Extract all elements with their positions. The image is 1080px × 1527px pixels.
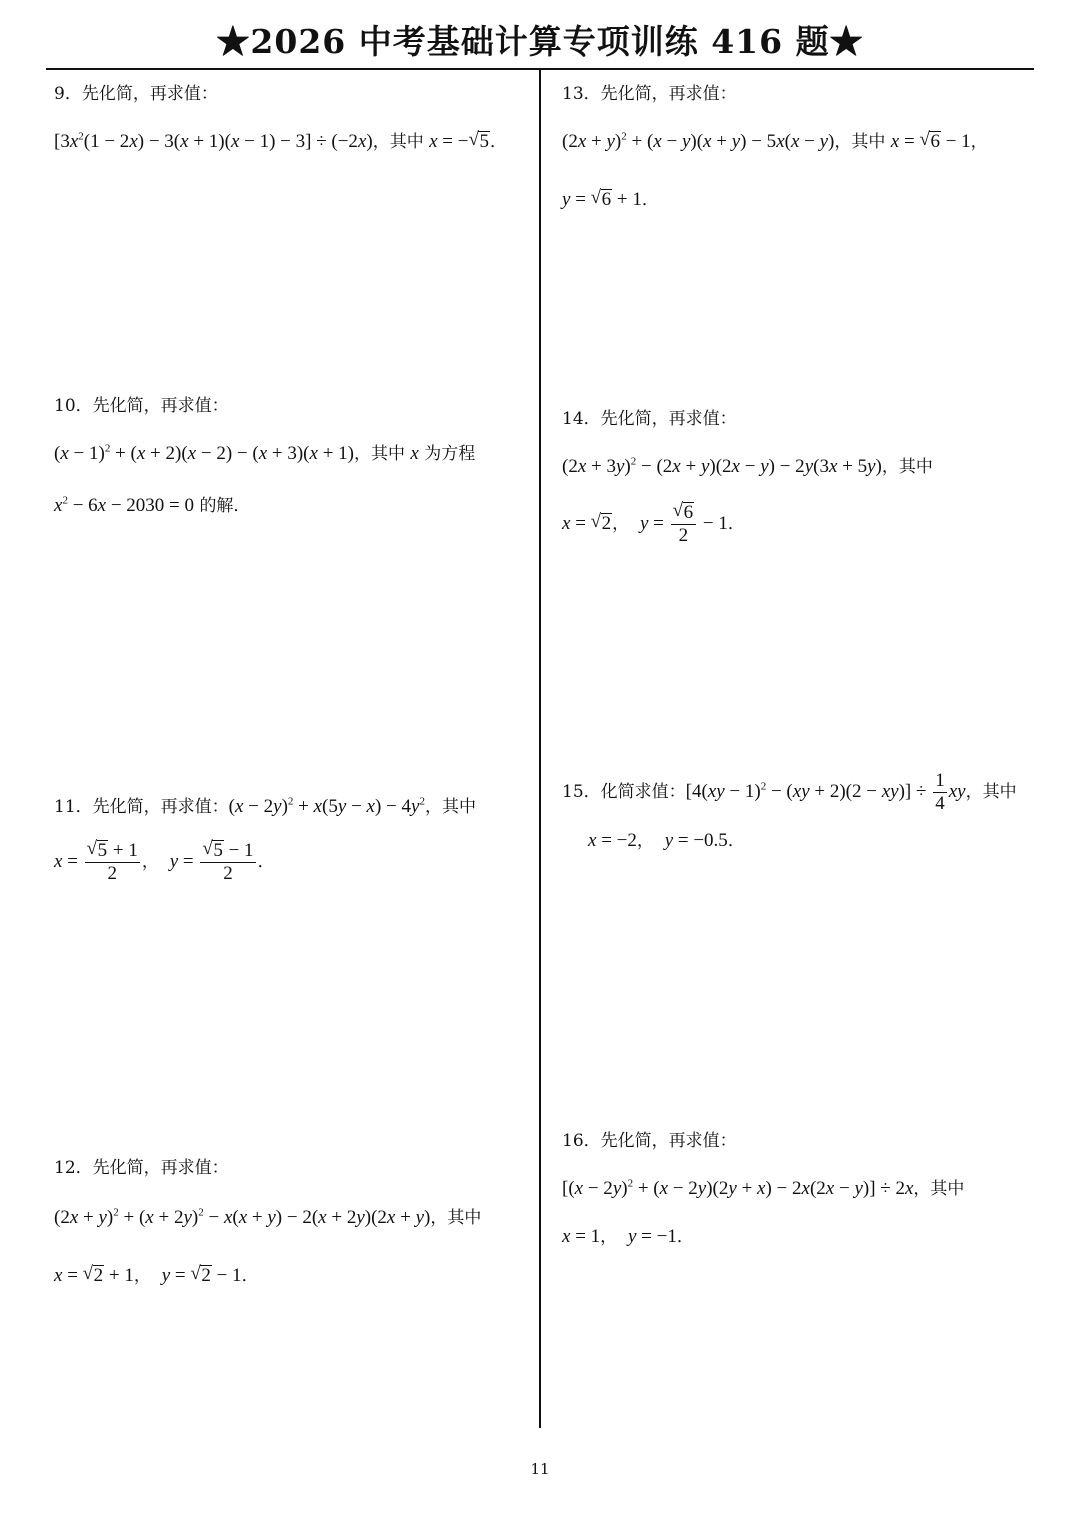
question-11-values: x = √ 5 + 1 2 ， y = √ 5 − 1 2 ． [54, 838, 275, 884]
question-10-equation: $x^2 - 6x - 2030 = 0$ 的解． [54, 494, 251, 516]
question-16-expression: $[(x - 2y)^2 + (x - 2y)(2y + x) - 2x(2x - y)] \div 2x$，其中 [562, 1177, 965, 1199]
question-14-label: 14．先化简，再求值： [562, 409, 737, 429]
question-9-expression: $[3x^2(1 - 2x) - 3(x + 1)(x - 1) - 3] \div (-2x)$，其中 x = − √ 5． [54, 129, 507, 152]
question-14-values: x = √ 2， y = √ 6 2 − 1． [562, 500, 745, 546]
question-12-values: x = √ 2 + 1， y = √ 2 − 1． [54, 1263, 259, 1286]
question-10-label: 10．先化简，再求值： [54, 396, 229, 416]
question-13-values: y = √ 6 + 1． [562, 187, 659, 210]
question-12-expression: $(2x + y)^2 + (x + 2y)^2 - x(x + y) - 2(x + 2y)(2x + y)$，其中 [54, 1206, 482, 1228]
page-number: 11 [530, 1460, 550, 1478]
question-16-label: 16．先化简，再求值： [562, 1131, 737, 1151]
question-13-label: 13．先化简，再求值： [562, 84, 737, 104]
question-15-label-expression: 15．化简求值：[4(xy − 1)$^2$ − (xy + 2)(2 − xy)] ÷ $\frac{1}{4}$ xy，其中 [562, 770, 1017, 814]
column-divider [539, 70, 541, 1428]
question-16-values: x = 1， y = −1． [562, 1226, 694, 1247]
page-title: ★2026 中考基础计算专项训练 416 题★ [216, 22, 864, 61]
question-14-expression: $(2x + 3y)^2 - (2x + y)(2x - y) - 2y(3x + 5y)$，其中 [562, 455, 933, 477]
question-15-values: x = −2， y = −0.5． [588, 830, 745, 851]
question-11-label-expression: 11．先化简，再求值：$(x - 2y)^2 + x(5y - x) - 4y^2$，其中 [54, 795, 476, 817]
question-10-expression: $(x - 1)^2 + (x + 2)(x - 2) - (x + 3)(x + 1)$，其中 x 为方程 [54, 442, 476, 464]
question-13-expression: $(2x + y)^2 + (x - y)(x + y) - 5x(x - y)$，其中 x = √ 6 − 1， [562, 129, 988, 152]
question-9-label: 9．先化简，再求值： [54, 84, 218, 104]
question-12-label: 12．先化简，再求值： [54, 1158, 229, 1178]
